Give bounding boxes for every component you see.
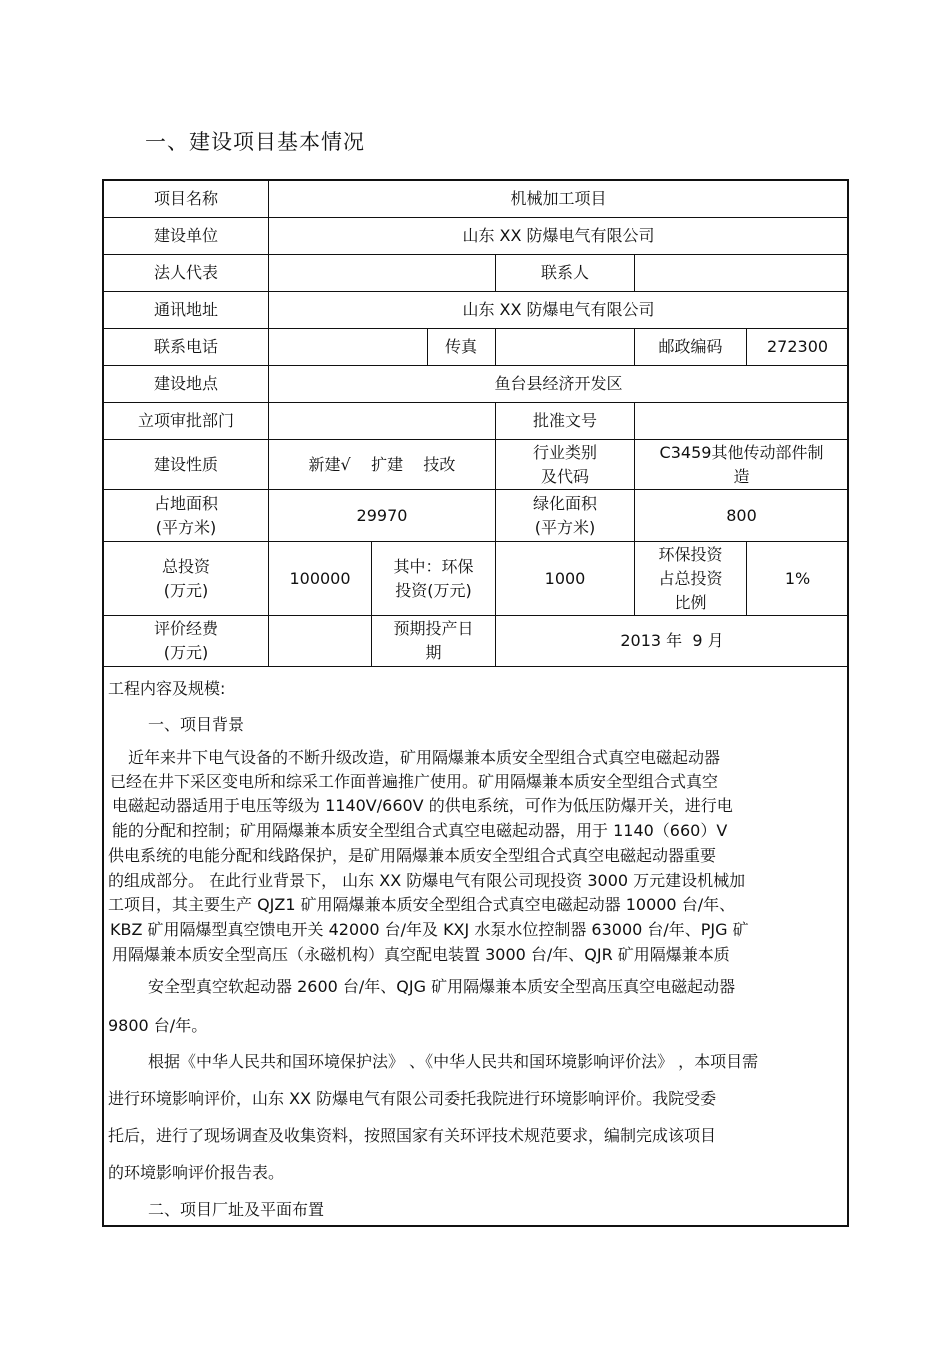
fax-label: 传真: [427, 329, 495, 365]
para2-line: 的环境影响评价报告表。: [108, 1163, 285, 1182]
green-area-label-text: 绿化面积 (平方米): [532, 493, 597, 537]
scope-label: 工程内容及规模:: [108, 679, 226, 698]
area-label-text: 占地面积 (平方米): [153, 493, 218, 537]
phone-label: 联系电话: [104, 329, 269, 366]
para2-line: 托后，进行了现场调查及收集资料，按照国家有关环评技术规范要求，编制完成该项目: [108, 1126, 717, 1145]
unit-value: 山东 XX 防爆电气有限公司: [269, 218, 849, 255]
nature-options: 新建√ 扩建 技改: [269, 440, 496, 490]
para1-line: 已经在井下采区变电所和综采工作面普遍推广使用。矿用隔爆兼本质安全型组合式真空: [110, 772, 719, 791]
para2-line: 进行环境影响评价，山东 XX 防爆电气有限公司委托我院进行环境影响评价。我院受委: [108, 1089, 717, 1108]
industry-value-text: C3459其他传动部件制 造: [659, 442, 824, 486]
industry-label-text: 行业类别 及代码: [532, 442, 597, 486]
para1-line: 工项目，其主要生产 QJZ1 矿用隔爆兼本质安全型组合式真空电磁起动器 10000 台/年、: [108, 895, 736, 914]
postcode-value: 272300: [747, 329, 849, 366]
page-title: 一、建设项目基本情况: [145, 130, 365, 154]
nature-label: 建设性质: [104, 440, 269, 490]
project-name-value: 机械加工项目: [269, 181, 849, 218]
para1-line: 用隔爆兼本质安全型高压（永磁机构）真空配电装置 3000 台/年、QJR 矿用隔爆兼本质: [112, 945, 730, 964]
start-date-label-text: 预期投产日 期: [393, 619, 474, 662]
background-heading: 一、项目背景: [148, 715, 245, 734]
address-label: 通讯地址: [104, 292, 269, 329]
para1-line: 电磁起动器适用于电压等级为 1140V/660V 的供电系统，可作为低压防爆开关，进行电: [112, 796, 733, 815]
approval-no-label: 批准文号: [496, 403, 635, 440]
para1-line: 的组成部分。 在此行业背景下， 山东 XX 防爆电气有限公司现投资 3000 万元建设机械加: [108, 871, 746, 890]
para1-line: 安全型真空软起动器 2600 台/年、QJG 矿用隔爆兼本质安全型高压真空电磁起动器: [148, 977, 736, 996]
env-ratio-value: 1%: [747, 542, 849, 616]
investment-label-text: 总投资 (万元): [161, 556, 210, 600]
legal-rep-label: 法人代表: [104, 255, 269, 292]
para1-line: KBZ 矿用隔爆型真空馈电开关 42000 台/年及 KXJ 水泵水位控制器 63000 台/年、PJG 矿: [110, 920, 749, 939]
address-value: 山东 XX 防爆电气有限公司: [269, 292, 849, 329]
para1-line: 近年来井下电气设备的不断升级改造，矿用隔爆兼本质安全型组合式真空电磁起动器: [128, 748, 721, 767]
site-heading: 二、项目厂址及平面布置: [148, 1200, 325, 1219]
para2-line: 根据《中华人民共和国环境保护法》 、《中华人民共和国环境影响评价法》 ，本项目需: [148, 1052, 759, 1071]
env-investment-label-text: 其中：环保 投资(万元): [393, 556, 474, 600]
start-date-value: 2013 年 9 月: [496, 616, 849, 667]
location-label: 建设地点: [104, 366, 269, 403]
area-value: 29970: [269, 490, 496, 542]
contact-label: 联系人: [496, 255, 635, 292]
unit-label: 建设单位: [104, 218, 269, 255]
investment-value: 100000: [269, 542, 372, 616]
approval-dept-label: 立项审批部门: [104, 403, 269, 440]
env-investment-value: 1000: [496, 542, 635, 616]
para1-line: 供电系统的电能分配和线路保护，是矿用隔爆兼本质安全型组合式真空电磁起动器重要: [108, 846, 717, 865]
env-ratio-label-text: 环保投资 占总投资 比例: [658, 544, 723, 612]
green-area-value: 800: [635, 490, 849, 542]
eval-fee-label-text: 评价经费 (万元): [153, 619, 218, 662]
para1-line: 能的分配和控制；矿用隔爆兼本质安全型组合式真空电磁起动器，用于 1140（660）V: [112, 821, 728, 840]
para1-line: 9800 台/年。: [108, 1016, 208, 1035]
location-value: 鱼台县经济开发区: [269, 366, 849, 403]
postcode-label: 邮政编码: [635, 329, 747, 366]
project-name-label: 项目名称: [104, 181, 269, 218]
